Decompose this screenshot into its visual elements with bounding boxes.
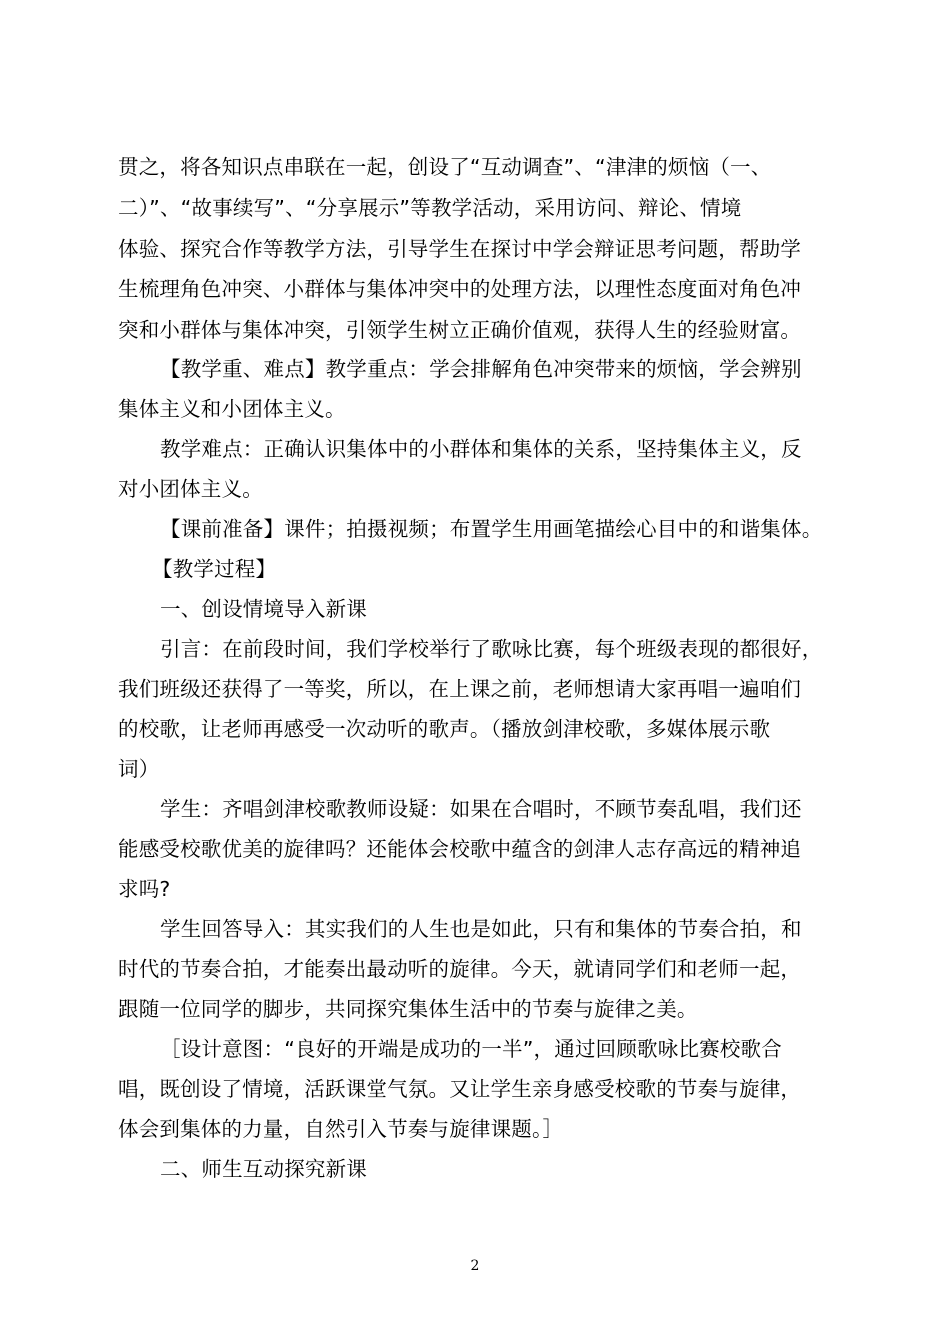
text-line: 二）”、“故事续写”、“分享展示”等教学活动，采用访问、辩论、情境 (118, 196, 742, 220)
section-heading: 一、创设情境导入新课 (160, 597, 367, 621)
text-line: 教学难点：正确认识集体中的小群体和集体的关系，坚持集体主义，反 (160, 437, 802, 461)
text-line: 跟随一位同学的脚步，共同探究集体生活中的节奏与旋律之美。 (118, 997, 698, 1021)
text-line: 时代的节奏合拍，才能奏出最动听的旋律。今天，就请同学们和老师一起， (118, 957, 802, 981)
text-line: 体会到集体的力量，自然引入节奏与旋律课题。］ (118, 1117, 564, 1141)
page-number: 2 (470, 1258, 480, 1274)
text-line: 的校歌，让老师再感受一次动听的歌声。（播放剑津校歌，多媒体展示歌 (118, 717, 771, 741)
text-line: 学生回答导入：其实我们的人生也是如此，只有和集体的节奏合拍，和 (160, 917, 802, 941)
text-line: 唱，既创设了情境，活跃课堂气氛。又让学生亲身感受校歌的节奏与旋律， (118, 1077, 802, 1101)
text-line: 求吗? (118, 877, 171, 901)
text-line: 学生：齐唱剑津校歌教师设疑：如果在合唱时，不顾节奏乱唱，我们还 (160, 797, 802, 821)
text-line: 集体主义和小团体主义。 (118, 397, 346, 421)
text-line: 生梳理角色冲突、小群体与集体冲突中的处理方法，以理性态度面对角色冲 (118, 277, 802, 301)
text-line: 【教学重、难点】教学重点：学会排解角色冲突带来的烦恼，学会辨别 (160, 357, 802, 381)
text-line: ［设计意图：“良好的开端是成功的一半”，通过回顾歌咏比赛校歌合 (160, 1037, 782, 1061)
text-line: 体验、探究合作等教学方法，引导学生在探讨中学会辩证思考问题，帮助学 (118, 237, 802, 261)
text-line: 【课前准备】课件；拍摄视频；布置学生用画笔描绘心目中的和谐集体。 (160, 517, 823, 541)
text-line: 词） (118, 757, 160, 781)
text-line: 贯之，将各知识点串联在一起，创设了“互动调查”、“津津的烦恼（一、 (118, 155, 772, 179)
text-line: 引言：在前段时间，我们学校举行了歌咏比赛，每个班级表现的都很好， (160, 637, 823, 661)
text-line: 对小团体主义。 (118, 477, 263, 501)
section-heading: 二、师生互动探究新课 (160, 1157, 367, 1181)
text-line: 我们班级还获得了一等奖，所以，在上课之前，老师想请大家再唱一遍咱们 (118, 677, 802, 701)
text-line: 能感受校歌优美的旋律吗？还能体会校歌中蕴含的剑津人志存高远的精神追 (118, 837, 802, 861)
text-line: 突和小群体与集体冲突，引领学生树立正确价值观，获得人生的经验财富。 (118, 318, 802, 342)
section-heading: 【教学过程】 (152, 557, 277, 581)
